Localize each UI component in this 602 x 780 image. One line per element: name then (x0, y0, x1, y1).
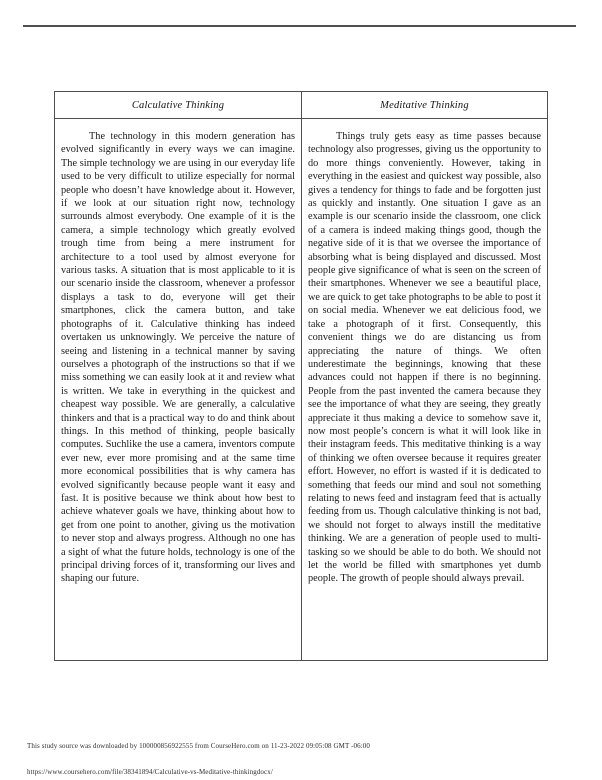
footer-download-info: This study source was downloaded by 100000856922555 from CourseHero.com on 11-23-2022 09:05:08 GMT -06:00 (27, 742, 370, 750)
column-body-calculative (55, 119, 302, 660)
calculative-paragraph: The technology in this modern generation has evolved significantly in every ways we can imagine. The simple technology we are using in our everyday life used to be very difficult to utilize especially for normal people who doesn’t have knowledge about it. However, if we look at our situation right now, technology surrounds almost everybody. One example of it is the camera, a simple technology which greatly evolved trough time from being a mere instrument for architecture to a tool used by almost everyone for various tasks. A situation that is most applicable to it is our scenario inside the classroom, whenever a professor displays a task to do, everyone will get their smartphones, click the camera button, and take photographs of it. Calculative thinking has indeed overtaken us unknowingly. We perceive the nature of seeing and listening in a technical manner by saving ourselves a photograph of the instructions so that if we miss something we can easily look at it and review what is written. We take in everything in the quickest and cheapest way possible. We are generally, a calculative thinkers and that is a practical way to do and think about things. In this method of thinking, people basically computes. Suchlike the use a camera, inventors compute ever new, ever more promising and at the same time more economical possibilities that is why camera has evolved significantly because people want it easy and fast. It is positive because we think about how best to achieve whatever goals we have, thinking about how to get from one point to another, giving us the motivation to never stop and always progress. Although no one has a sight of what the future holds, technology is one of the principal driving forces of it, transforming our lives and shaping our future. (61, 131, 295, 585)
top-horizontal-rule (23, 25, 576, 27)
footer-source-url: https://www.coursehero.com/file/38341894/Calculative-vs-Meditative-thinkingdocx/ (27, 768, 273, 776)
comparison-table (54, 91, 548, 661)
meditative-paragraph: Things truly gets easy as time passes because technology also progresses, giving us the opportunity to do more things conveniently. However, taking in everything in the easiest and quickest way possible, also gives a tendency for things to fade and be forgotten just as quickly and instantly. One situation I gave as an example is our scenario inside the classroom, one click of a camera is indeed making things good, though the negative side of it is that we oversee the importance of absorbing what is being displayed and discussed. Most people give significance of what is seen on the screen of their smartphones. Whenever we see a beautiful place, we are quick to get take photographs to be able to post it on social media. Whenever we eat delicious food, we take a photograph of it first. Consequently, this convenient things we do are distancing us from appreciating the nature of things. We often underestimate the beginnings, knowing that these advances could not happen if there is no beginning. People from the past invented the camera because they see the importance of what they are seeing, they greatly appreciate it thus making a device to somehow save it, now most people’s concern is what it will look like in their instagram feeds. This meditative thinking is a way of thinking we often oversee because it requires greater effort. However, no effort is wasted if it is dedicated to something that feeds our mind and soul not something relating to news feed and instagram feed that is actually feeding from us. Though calculative thinking is not bad, we should not forget to always instill the meditative thinking. We are a generation of people used to multi-tasking so we should be able to do both. We should not let the world be filled with smartphones yet dumb people. The growth of people should always prevail. (308, 131, 541, 585)
column-body-meditative (302, 119, 547, 660)
column-header-calculative: Calculative Thinking (55, 92, 302, 119)
column-header-meditative: Meditative Thinking (302, 92, 547, 119)
